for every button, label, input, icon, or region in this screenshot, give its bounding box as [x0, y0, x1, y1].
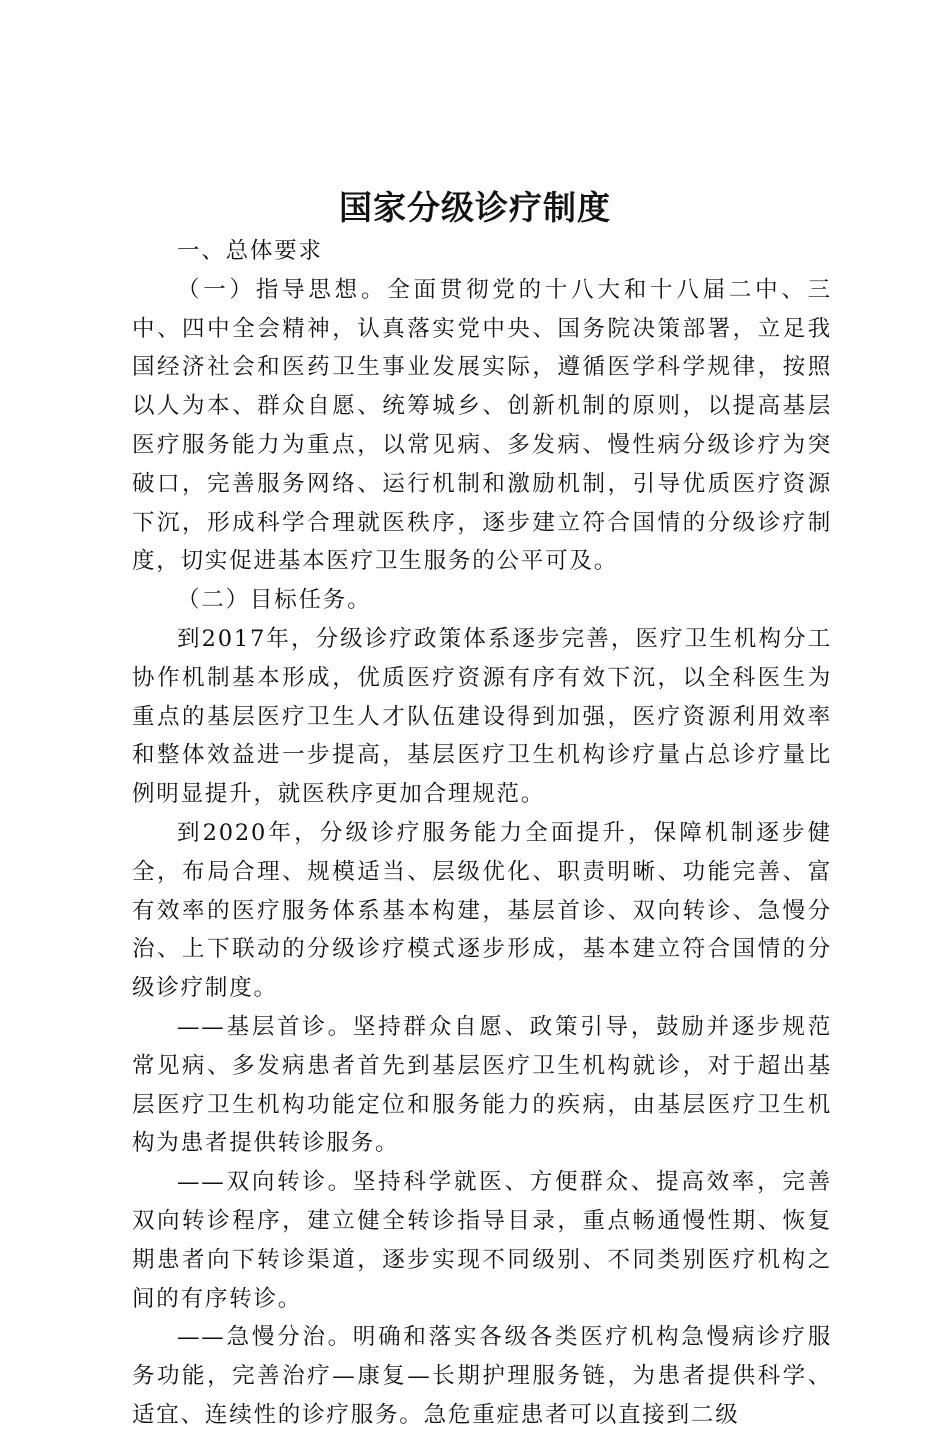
document-title: 国家分级诊疗制度 [339, 188, 611, 227]
paragraph-2017-goal: 到2017年，分级诊疗政策体系逐步完善，医疗卫生机构分工协作机制基本形成，优质医疗资源有序有效下沉，以全科医生为重点的基层医疗卫生人才队伍建设得到加强，医疗资源利用效率和整体效益进一步提高，基层医疗卫生机构诊疗量占总诊疗量比例明显提升，就医秩序更加合理规范。 [132, 625, 832, 808]
paragraph-acute-chronic-division: ——急慢分治。明确和落实各级各类医疗机构急慢病诊疗服务功能，完善治疗—康复—长期护理服务链，为患者提供科学、适宜、连续性的诊疗服务。急危重症患者可以直接到二级 [132, 1324, 832, 1428]
paragraph-two-way-referral: ——双向转诊。坚持科学就医、方便群众、提高效率，完善双向转诊程序，建立健全转诊指导目录，重点畅通慢性期、恢复期患者向下转诊渠道，逐步实现不同级别、不同类别医疗机构之间的有序转诊。 [132, 1169, 832, 1312]
section-heading: 一、总体要求 [177, 238, 323, 264]
subsection-heading-goals: （二）目标任务。 [177, 587, 372, 614]
paragraph-2020-goal: 到2020年，分级诊疗服务能力全面提升，保障机制逐步健全，布局合理、规模适当、层级优化、职责明晰、功能完善、富有效率的医疗服务体系基本构建，基层首诊、双向转诊、急慢分治、上下联动的分级诊疗模式逐步形成，基本建立符合国情的分级诊疗制度。 [132, 819, 832, 1002]
paragraph-primary-care-first: ——基层首诊。坚持群众自愿、政策引导，鼓励并逐步规范常见病、多发病患者首先到基层医疗卫生机构就诊，对于超出基层医疗卫生机构功能定位和服务能力的疾病，由基层医疗卫生机构为患者提供转诊服务。 [132, 1013, 832, 1157]
document-body [132, 232, 832, 1435]
paragraph-guiding-thought: （一）指导思想。全面贯彻党的十八大和十八届二中、三中、四中全会精神，认真落实党中央、国务院决策部署，立足我国经济社会和医药卫生事业发展实际，遵循医学科学规律，按照以人为本、群众自愿、统筹城乡、创新机制的原则，以提高基层医疗服务能力为重点，以常见病、多发病、慢性病分级诊疗为突破口，完善服务网络、运行机制和激励机制，引导优质医疗资源下沉，形成科学合理就医秩序，逐步建立符合国情的分级诊疗制度，切实促进基本医疗卫生服务的公平可及。 [132, 276, 832, 575]
